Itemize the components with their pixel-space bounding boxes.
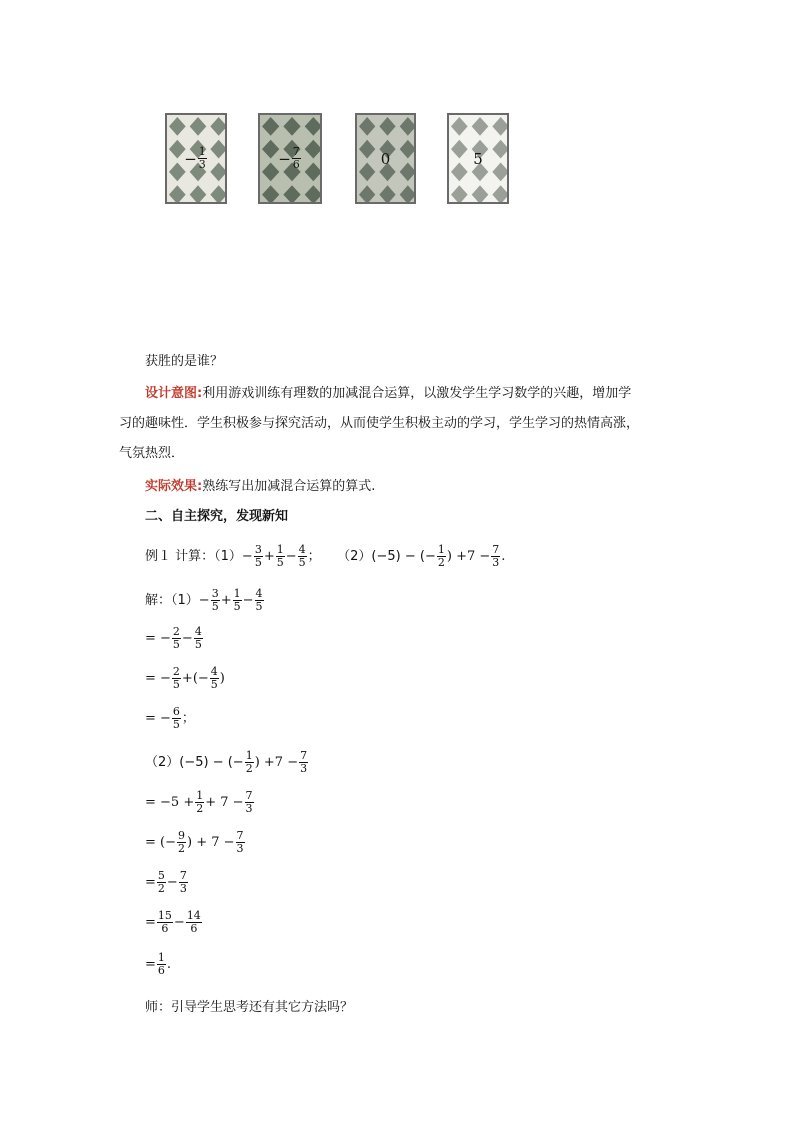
diamond-shape [359, 117, 375, 136]
solution-1-step-2: = − $\frac{2}{5}$ +(− $\frac{4}{5}$ ) [145, 665, 225, 691]
diamond-shape [210, 185, 227, 204]
diamond-shape [262, 163, 279, 182]
diamond-shape [492, 163, 509, 182]
diamond-shape [169, 185, 186, 204]
diamond-shape [492, 117, 509, 136]
diamond-shape [190, 185, 207, 204]
diamond-shape [451, 185, 468, 204]
diamond-shape [359, 140, 375, 159]
example-1: 例１ 计算：（1）− $\frac{3}{5}$ + $\frac{1}{5}$ − $\frac{4}{5}$ ； （2）(−5) − (− $\frac{1}{2}$ ) +7 − $\frac{7}{3}$ . [145, 543, 506, 569]
teacher-prompt: 师：引导学生思考还有其它方法吗？ [145, 1000, 354, 1015]
diamond-shape [169, 117, 186, 136]
diamond-shape [400, 163, 416, 182]
design-intent-line-3: 气氛热烈． [119, 446, 185, 461]
solution-1-step-3: = − $\frac{6}{5}$ ； [145, 705, 195, 731]
question: 获胜的是谁？ [145, 354, 224, 369]
diamond-shape [492, 185, 509, 204]
solution-2-step-4: = $\frac{15}{6}$ − $\frac{14}{6}$ [145, 909, 201, 935]
card-value: − $\frac{7}{6}$ [278, 145, 300, 171]
diamond-shape [283, 117, 300, 136]
diamond-shape [400, 185, 416, 204]
diamond-shape [379, 117, 395, 136]
diamond-shape [400, 140, 416, 159]
diamond-shape [472, 117, 489, 136]
card-five [447, 113, 509, 204]
diamond-shape [169, 163, 186, 182]
diamond-shape [400, 117, 416, 136]
diamond-shape [451, 117, 468, 136]
diamond-shape [305, 163, 322, 182]
diamond-shape [210, 140, 227, 159]
design-intent-line-1: 设计意图:利用游戏训练有理数的加减混合运算，以激发学生学习数学的兴趣，增加学 [145, 386, 632, 401]
diamond-shape [262, 185, 279, 204]
diamond-shape [169, 140, 186, 159]
solution-1-step-1: = − $\frac{2}{5}$ − $\frac{4}{5}$ [145, 625, 202, 651]
design-intent-line-2: 习的趣味性．学生积极参与探究活动，从而使学生积极主动的学习，学生学习的热情高涨， [119, 416, 640, 431]
section-title: 二、自主探究，发现新知 [145, 509, 289, 524]
diamond-shape [190, 117, 207, 136]
solution-2-result: = $\frac{1}{6}$ . [145, 951, 172, 977]
diamond-shape [359, 163, 375, 182]
card-minus-seven-sixths [258, 113, 322, 204]
solution-2-step-1: = −5 + $\frac{1}{2}$ + 7 − $\frac{7}{3}$ [145, 789, 253, 815]
solution-2-start: （2）(−5) − (− $\frac{1}{2}$ ) +7 − $\frac{7}{3}$ [145, 749, 308, 775]
diamond-shape [451, 163, 468, 182]
diamond-shape [492, 140, 509, 159]
card-value: − $\frac{1}{3}$ [184, 145, 206, 171]
diamond-shape [379, 185, 395, 204]
diamond-shape [305, 185, 322, 204]
diamond-shape [305, 117, 322, 136]
diamond-shape [210, 117, 227, 136]
card-minus-one-third [165, 113, 227, 204]
actual-effect: 实际效果:熟练写出加减混合运算的算式. [145, 479, 376, 494]
card-value: 0 [380, 149, 391, 168]
diamond-shape [472, 185, 489, 204]
diamond-shape [262, 140, 279, 159]
diamond-shape [283, 185, 300, 204]
solution-1-start: 解：（1）− $\frac{3}{5}$ + $\frac{1}{5}$ − $\frac{4}{5}$ [145, 587, 263, 613]
diamond-shape [262, 117, 279, 136]
diamond-shape [305, 140, 322, 159]
diamond-shape [451, 140, 468, 159]
diamond-shape [210, 163, 227, 182]
diamond-shape [359, 185, 375, 204]
solution-2-step-2: = (− $\frac{9}{2}$ ) + 7 − $\frac{7}{3}$ [145, 829, 244, 855]
card-value: 5 [473, 149, 483, 168]
solution-2-step-3: = $\frac{5}{2}$ − $\frac{7}{3}$ [145, 869, 187, 895]
card-zero [355, 113, 416, 204]
